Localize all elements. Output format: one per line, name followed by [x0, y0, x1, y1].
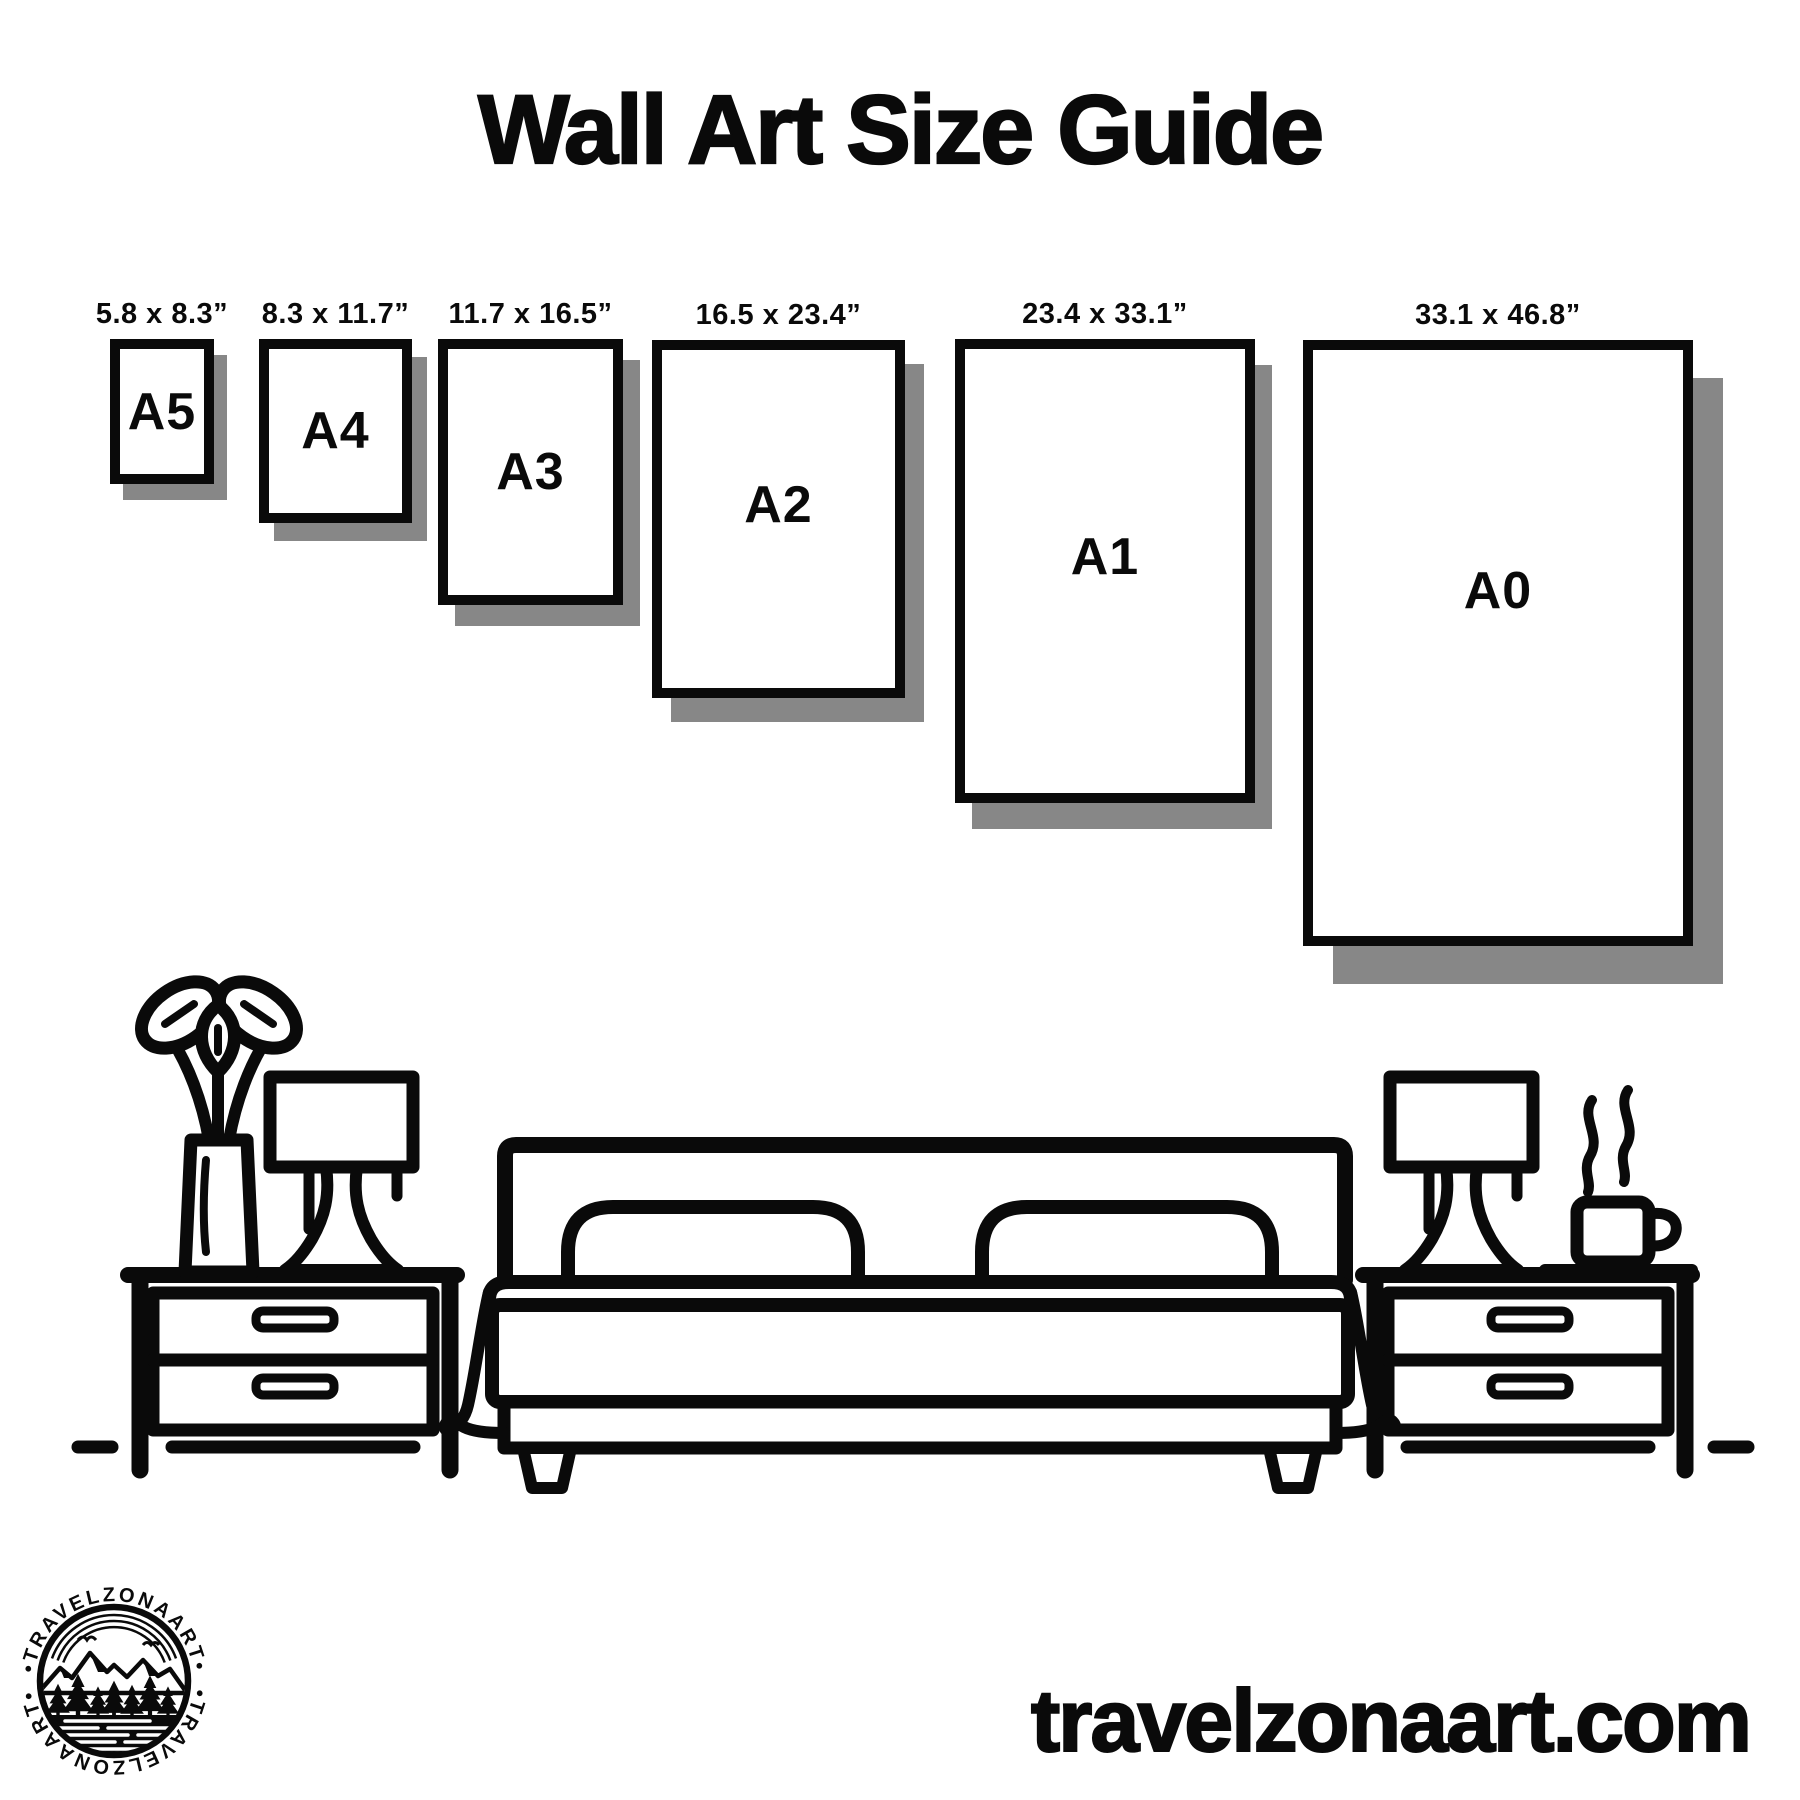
- brand-logo: [10, 1565, 222, 1800]
- website-url: travelzonaart.com: [1030, 1671, 1750, 1770]
- steam-icon: [1623, 1090, 1630, 1182]
- frame-a5-label: A5: [127, 382, 197, 441]
- frame-a4-dimensions: 8.3 x 11.7”: [261, 298, 410, 330]
- svg-text:•TRAVELZONAART•: •TRAVELZONAART•: [17, 1687, 211, 1779]
- nightstand-left-icon: [128, 1275, 457, 1470]
- frame-a2-paper: [652, 340, 905, 698]
- pillow-icon: [982, 1207, 1272, 1278]
- table-lamp-right-icon: [1390, 1077, 1533, 1270]
- nightstand-right-icon: [1363, 1275, 1692, 1470]
- frame-a4: [259, 298, 412, 523]
- table-lamp-left-icon: [270, 1077, 413, 1270]
- frame-a1: [955, 298, 1255, 803]
- frame-a4-paper: [259, 339, 412, 523]
- frame-a0-paper: [1303, 340, 1693, 946]
- coffee-cup-icon: [1545, 1090, 1692, 1270]
- frame-a2: [652, 299, 905, 698]
- frame-a0-label: A0: [1463, 562, 1533, 620]
- frame-a1-paper: [955, 339, 1255, 803]
- frame-a4-label: A4: [301, 402, 370, 460]
- frame-a0-dimensions: 33.1 x 46.8”: [1415, 299, 1581, 331]
- frame-a1-dimensions: 23.4 x 33.1”: [1022, 298, 1188, 330]
- pillow-icon: [568, 1207, 858, 1278]
- logo-arc-text-top: •TRAVELZONAART•: [17, 1583, 211, 1675]
- frame-a3: [438, 298, 623, 605]
- frame-a3-label: A3: [496, 443, 565, 501]
- blanket-drape: [445, 1420, 504, 1433]
- bedroom-illustration: [0, 960, 1800, 1520]
- frame-a3-paper: [438, 339, 623, 605]
- frame-a5-paper: [110, 339, 214, 484]
- steam-icon: [1587, 1100, 1594, 1192]
- blanket-drape: [1336, 1420, 1395, 1433]
- frame-a1-label: A1: [1070, 528, 1140, 586]
- bed-icon: [445, 1145, 1395, 1488]
- frame-a5: [95, 298, 229, 484]
- frame-a3-dimensions: 11.7 x 16.5”: [448, 298, 613, 330]
- frame-a5-dimensions: 5.8 x 8.3”: [95, 298, 229, 330]
- frame-a2-dimensions: 16.5 x 23.4”: [695, 299, 862, 331]
- frame-a0: [1303, 299, 1693, 946]
- frame-a2-label: A2: [744, 476, 813, 534]
- page-title: Wall Art Size Guide: [477, 75, 1323, 184]
